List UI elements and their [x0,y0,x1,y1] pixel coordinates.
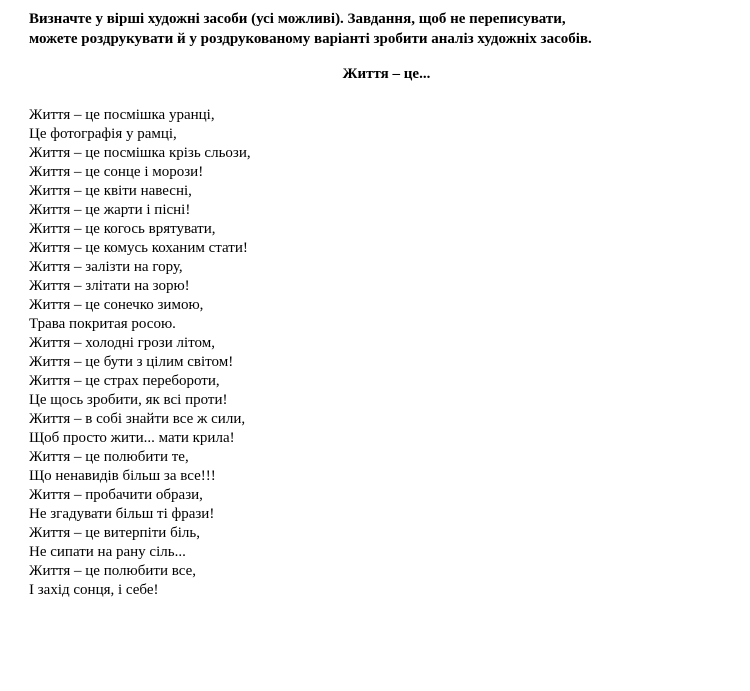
poem-line: Життя – це бути з цілим світом! [29,354,234,370]
poem-line: Життя – злітати на зорю! [29,278,190,294]
poem-line: Життя – це комусь коханим стати! [29,240,248,256]
poem-line: Трава покритая росою. [29,316,176,332]
poem-line: Що ненавидів більш за все!!! [29,468,216,484]
poem-line: Життя – це страх перебороти, [29,373,220,389]
poem-line: Життя – це сонечко зимою, [29,297,204,313]
poem-line: Це щось зробити, як всі проти! [29,392,228,408]
poem-line: Життя – це полюбити все, [29,563,196,579]
poem-line: Життя – холодні грози літом, [29,335,215,351]
poem-line: Життя – це посмішка крізь сльози, [29,145,251,161]
poem-line: Це фотографія у рамці, [29,126,177,142]
poem-line: Не згадувати більш ті фрази! [29,506,215,522]
poem-line: Життя – це полюбити те, [29,449,189,465]
poem-line: Життя – це жарти і пісні! [29,202,191,218]
instruction-line-2: можете роздрукувати й у роздрукованому варіанті зробити аналіз художніх засобів. [29,31,592,47]
poem-line: Життя – це квіти навесні, [29,183,192,199]
poem-line: Життя – залізти на гору, [29,259,183,275]
poem-line: Життя – в собі знайти все ж сили, [29,411,246,427]
task-instruction [29,9,744,49]
poem-line: Життя – пробачити образи, [29,487,203,503]
poem-line: І захід сонця, і себе! [29,582,159,598]
poem-line: Життя – це сонце і морози! [29,164,204,180]
poem-line: Не сипати на рану сіль... [29,544,186,560]
poem-body [29,106,750,600]
instruction-line-1: Визначте у вірші художні засоби (усі можливі). Завдання, щоб не переписувати, [29,11,566,27]
poem-title: Життя – це... [342,66,431,82]
poem-line: Життя – це посмішка уранці, [29,107,215,123]
poem-line: Життя – це витерпіти біль, [29,525,200,541]
poem-line: Щоб просто жити... мати крила! [29,430,235,446]
poem-line: Життя – це когось врятувати, [29,221,216,237]
